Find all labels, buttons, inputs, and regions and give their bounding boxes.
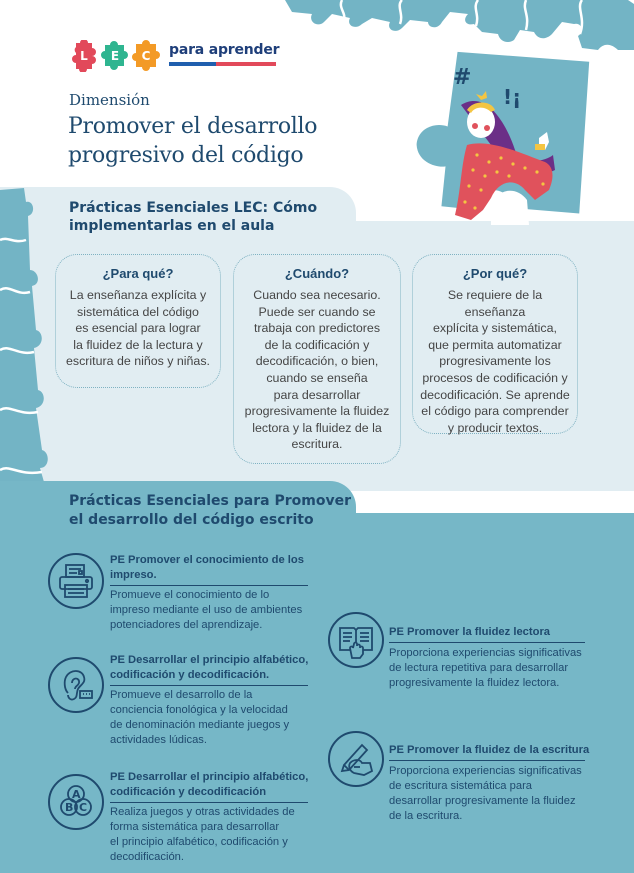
practice-body: Proporciona experiencias significativas de lectura repetitiva para desarrollar progresivamente la fluidez lectora. — [389, 647, 582, 689]
practice-title: PE Promover la fluidez de la escritura — [389, 744, 590, 756]
ear-icon — [48, 657, 104, 713]
divider — [389, 760, 585, 761]
card-body: Se requiere de la enseñanza explícita y sistemática, que permita automatizar progresivamente los procesos de codificación y decodificación. Se aprende el código para comprender y producir textos. — [420, 288, 570, 435]
svg-text:C: C — [79, 801, 88, 814]
girl-in-puzzle-illustration — [395, 50, 630, 225]
practice-title: PE Promover la fluidez lectora — [389, 626, 551, 638]
practice-body: Promueve el desarrollo de la conciencia fonológica y la velocidad de denominación mediante juegos y actividades lúdicas. — [110, 689, 290, 746]
logo-underline — [169, 62, 276, 66]
card-por-que — [412, 254, 578, 434]
divider — [110, 802, 308, 803]
svg-text:A: A — [72, 788, 81, 801]
section1-title: Prácticas Esenciales LEC: Cómo implementarlas en el aula — [69, 200, 318, 234]
logo-piece-l: L — [68, 40, 100, 72]
practice-body: Proporciona experiencias significativas de escritura sistemática para desarrollar progresivamente la fluidez de la escritura. — [389, 765, 582, 822]
puzzle-decoration-left — [0, 180, 48, 490]
practice-body: Promueve el conocimiento de lo impreso mediante el uso de ambientes potenciadores del aprendizaje. — [110, 589, 303, 631]
hand-writing-icon — [328, 731, 384, 787]
divider — [110, 685, 308, 686]
logo-tagline: para aprender — [169, 42, 280, 58]
section2-title: Prácticas Esenciales para Promover el desarrollo del código escrito — [69, 493, 351, 528]
exclamation-symbol: !¡ — [503, 85, 522, 109]
printer-icon — [48, 553, 104, 609]
practice-conocimiento-impreso — [48, 553, 310, 633]
page-title: Promover el desarrollo progresivo del código — [68, 114, 318, 168]
practice-principio-alfabetico-1 — [48, 653, 310, 748]
card-title: ¿Por qué? — [462, 266, 528, 281]
practice-fluidez-escritura — [328, 731, 598, 826]
logo-piece-e: E — [99, 40, 131, 72]
practice-title: PE Desarrollar el principio alfabético, codificación y decodificación. — [110, 654, 309, 681]
puzzle-decoration-top — [282, 0, 634, 50]
svg-text:B: B — [65, 801, 74, 814]
divider — [110, 585, 308, 586]
hash-symbol: # — [453, 65, 472, 90]
practice-body: Realiza juegos y otras actividades de forma sistemática para desarrollar el principio alfabético, codificación y decodificación. — [110, 806, 295, 863]
divider — [389, 642, 585, 643]
card-para-que — [55, 254, 221, 388]
card-title: ¿Cuándo? — [284, 266, 350, 281]
card-body: Cuando sea necesario. Puede ser cuando se trabaja con predictores de la codificación y decodificación, o bien, cuando se enseña para desarrollar progresivamente la fluidez lectora y la fluidez de la escritura. — [244, 288, 390, 452]
book-reading-icon — [328, 612, 384, 668]
practice-fluidez-lectora — [328, 612, 598, 692]
practice-title: PE Desarrollar el principio alfabético, codificación y decodificación — [110, 771, 309, 798]
card-body: La enseñanza explícita y sistemática del código es esencial para lograr la fluidez de la lectura y escritura de niños y niñas. — [66, 288, 210, 369]
practice-principio-alfabetico-2 — [48, 770, 310, 870]
practice-title: PE Promover el conocimiento de los impreso. — [110, 554, 304, 581]
lec-logo — [68, 40, 283, 76]
dimension-label: Dimensión — [69, 91, 150, 109]
card-title: ¿Para qué? — [102, 266, 174, 281]
abc-icon — [48, 774, 104, 830]
card-cuando — [233, 254, 401, 464]
logo-piece-c: C — [130, 40, 162, 72]
